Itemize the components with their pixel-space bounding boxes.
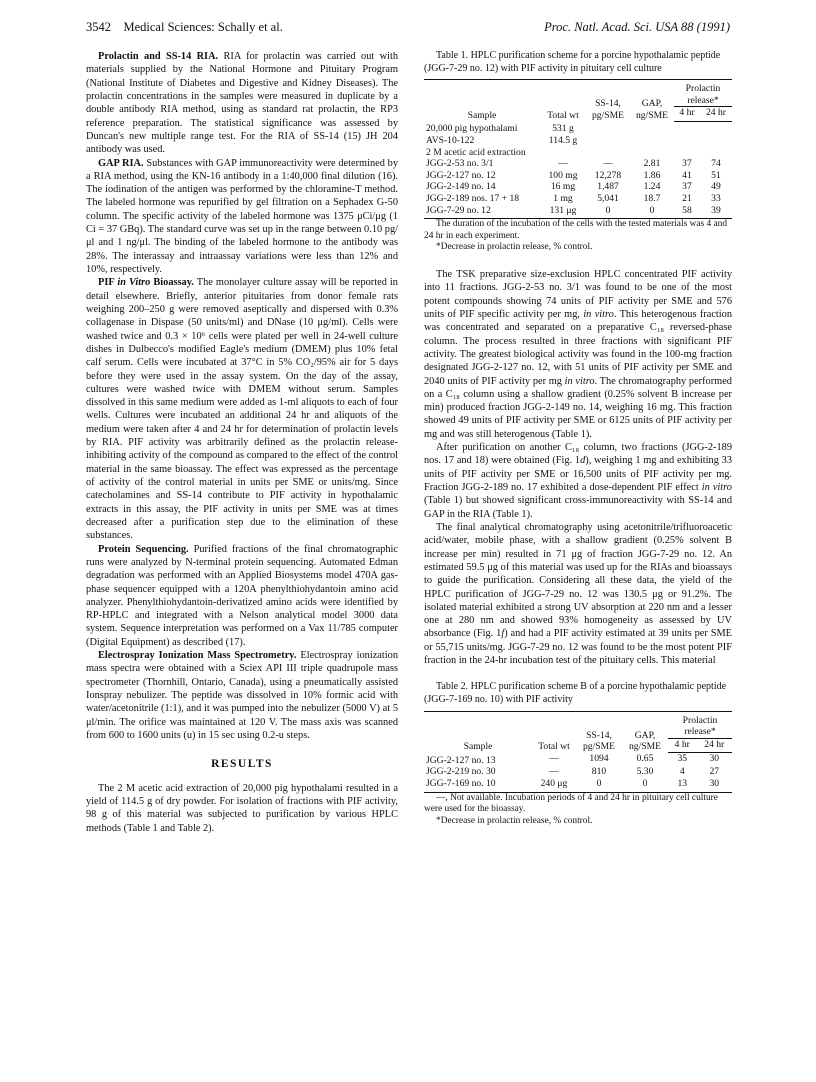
heading-pif-part3: Bioassay. <box>150 277 194 289</box>
table1-cell-4hr: 21 <box>682 193 692 205</box>
table1-cell-sample: JGG-2-149 no. 14 <box>426 181 496 193</box>
table1-cell-gap <box>630 135 674 147</box>
text-final-2: f <box>501 628 505 640</box>
paragraph-protein-sequencing <box>86 543 398 650</box>
text-tsk-3: . This heterogenous fraction was concentrated and separated on a preparative C₁₈ reversed-phase column. The process resulted in three fractions with significant PIF activity. The greatest biological activity was found in the 100-mg fraction designated JGG-2-127 no. 12, with 51 units of PIF activity per SME and 2040 units of PIF activity per mg <box>424 308 732 387</box>
table1-cell-sample: AVS-10-122 <box>426 135 475 147</box>
table2-footnote-asterisk: *Decrease in prolactin release, % control. <box>436 815 593 826</box>
header-right: Proc. Natl. Acad. Sci. USA 88 (1991) <box>544 20 730 34</box>
text-c18-4: in vitro <box>701 482 732 493</box>
table1-cell-ss: 12,278 <box>594 169 622 181</box>
table1-cell-wt: 131 μg <box>540 205 586 219</box>
table1-cell-gap <box>630 147 674 159</box>
table1-header-ss14: SS-14, pg/SME <box>586 80 630 122</box>
text-final-1: The final analytical chromatography using acetonitrile/trifluoroacetic acid/water, mobile phase, with a shallow gradient (0.25% solvent B increase per min) resulted in 71 μg of fraction JGG-7-29 no. 12. An estimated 59.5 μg of this material was used up for the RIAs and bioassays to guide the purification. Considering all these data, the yield of the HPLC purification of JGG-7-29 no. 12 was 130.5 μg or 91.2%. The isolated material exhibited a strong UV absorption at 220 nm and a lesser one at 280 nm and showed 93% homogeneity as assessed by UV absorbance (Fig. 1 <box>424 521 732 640</box>
paragraph-final-chromatography <box>424 521 732 667</box>
paragraph-c18-purification <box>424 441 732 521</box>
table1-cell-24hr: 33 <box>711 193 721 205</box>
table1-cell-24hr <box>700 147 732 159</box>
table2-cell-24hr: 30 <box>697 778 732 792</box>
table1-cell-ss: — <box>603 158 613 170</box>
table1-cell-ss <box>586 121 630 135</box>
table1-cell-sample: JGG-2-127 no. 12 <box>426 169 496 181</box>
table1-cell-ss: 1,487 <box>597 181 619 193</box>
table1-cell-wt: — <box>558 158 568 170</box>
table2-cell-4hr: 35 <box>677 753 688 765</box>
heading-pif-part2: in Vitro <box>117 277 151 289</box>
table1-cell-4hr: 37 <box>682 181 692 193</box>
text-tsk-2: in vitro <box>583 308 614 320</box>
table2-cell-ss: 1094 <box>589 752 609 764</box>
table1-cell-sample: 2 M acetic acid extraction <box>426 146 526 158</box>
table2-cell-wt: — <box>549 752 559 764</box>
text-c18-3: ), weighing 1 mg and exhibiting 33 units of PIF activity per SME or 16,500 units of PIF activity per mg. Fraction JGG-2-189 no. 17 exhibited a dose-dependent PIF effect <box>424 455 732 493</box>
table-row <box>424 158 732 170</box>
table1-header-4hr: 4 hr <box>674 107 700 122</box>
table-row <box>424 205 732 219</box>
table-row <box>424 147 732 159</box>
text-c18-1: After purification on another C₁₈ column, two fractions (JGG-2-189 nos. 17 and 18) were obtained (Fig. 1 <box>424 442 732 467</box>
paragraph-pif-bioassay <box>86 276 398 542</box>
table-row <box>424 193 732 205</box>
table-row <box>424 135 732 147</box>
table1-header-gap: GAP, ng/SME <box>630 80 674 122</box>
table1 <box>424 79 732 219</box>
table1-cell-wt: 114.5 g <box>548 135 578 147</box>
header-left: 3542 Medical Sciences: Schally et al. <box>86 20 283 34</box>
paragraph-gap-ria <box>86 157 398 277</box>
table-row <box>424 753 732 767</box>
table2-cell-wt: 240 μg <box>532 778 576 792</box>
table2-cell-sample: JGG-7-169 no. 10 <box>424 778 532 792</box>
text-gap-ria: Substances with GAP immunoreactivity were determined by a RIA method, using the KN-16 antibody in a 1:40,000 final dilution (16). The iodination of the antigen was performed by the chloramine-T method. The labeled hormone was repurified by gel filtration on a Sephadex G-50 column. The specific activity of the labeled hormone was 1375 μCi/μg (1 Ci = 37 GBq). The standard curve was set up in the range between 0.10 pg/μl and 1 ng/μl. The binding of the labeled hormone to the antibody was 28%. The interassay and intraassay variations were less than 12% and 10%, respectively. <box>86 157 398 275</box>
table1-cell-wt: 1 mg <box>553 193 573 205</box>
table1-cell-sample: 20,000 pig hypothalami <box>426 123 518 135</box>
table1-cell-4hr <box>674 147 700 159</box>
table-row <box>424 766 732 778</box>
table1-cell-24hr: 49 <box>711 181 721 193</box>
table2-header-ss14: SS-14, pg/SME <box>576 711 622 753</box>
paragraph-results: The 2 M acetic acid extraction of 20,000 pig hypothalami resulted in a yield of 114.5 g of dry powder. For isolation of fractions with PIF activity, 98 g of this material was subjected to purification by various HPLC methods (Table 1 and Table 2). <box>86 782 398 834</box>
table1-cell-gap: 1.24 <box>643 181 661 193</box>
table1-cell-gap: 0 <box>630 205 674 219</box>
table1-cell-wt: 531 g <box>552 123 574 135</box>
table1-footnote-asterisk: *Decrease in prolactin release, % control. <box>436 242 593 253</box>
table1-cell-ss <box>586 135 630 147</box>
paragraph-prolactin-ria <box>86 50 398 157</box>
table1-header-sample: Sample <box>424 80 540 122</box>
table1-cell-ss: 0 <box>586 205 630 219</box>
heading-protein-sequencing: Protein Sequencing. <box>98 543 189 555</box>
table1-caption: Table 1. HPLC purification scheme for a porcine hypothalamic peptide (JGG-7-29 no. 12) with PIF activity in pituitary cell culture <box>424 50 721 74</box>
table1-cell-4hr: 41 <box>682 169 692 181</box>
heading-pif-bioassay <box>98 277 194 288</box>
table1-cell-sample: JGG-7-29 no. 12 <box>424 205 540 219</box>
table1-header-total-wt: Total wt <box>540 80 586 122</box>
text-pif-bioassay: The monolayer culture assay will be reported in detail elsewhere. Briefly, anterior pituitaries from donor female rats weighing 200–250 g were removed aseptically and dispersed with 0.3% collagenase in Dispase (50 units/ml) and DNase (10 μg/ml). Cells were washed twice and 0.3 × 10⁶ cells were plated per well in 24-well culture dishes in Dulbecco's modified Eagle's medium (DMEM) plus 10% fetal calf serum. Cells were incubated at 37°C in 5% CO₂/95% air for 5 days before they were used in the assay system. On the day of the assay, cultures were washed twice with DMEM without serum. Samples dissolved in this same medium were added as 1-ml aliquots to each of four wells. Cultures were incubated an additional 24 hr and aliquots of the medium were taken after 4 and 24 hr for determination of prolactin levels by RIA. PIF activity was arbitrarily defined as the prolactin release-inhibiting activity of the compound as compared to the effect of the control material in the same bioassay. The effect was expressed as the percentage of activity of the control material in units per SME or units/mg. Since catecholamines and SS-14 contribute to PIF activity in hypothalamic extracts in this assay, the PIF activity in units per SME was at times decreased after a purification step due to the elimination of these substances. <box>86 277 398 542</box>
table1-header-prolactin: Prolactin release* <box>674 80 732 107</box>
table2-cell-24hr: 27 <box>709 766 720 778</box>
table2-header-gap: GAP, ng/SME <box>622 711 668 753</box>
table2-cell-4hr: 13 <box>668 778 697 792</box>
heading-esi-ms: Electrospray Ionization Mass Spectrometry. <box>98 650 297 662</box>
left-column <box>86 50 398 835</box>
table2-header-total-wt: Total wt <box>532 711 576 753</box>
table1-cell-24hr: 74 <box>711 158 721 170</box>
text-tsk-1: The TSK preparative size-exclusion HPLC concentrated PIF activity into 11 fractions. JGG-2-53 no. 3/1 was found to be one of the most potent compounds showing 74 units of PIF activity per SME and 576 units of PIF specific activity per mg, <box>424 269 732 320</box>
results-heading: RESULTS <box>211 758 273 771</box>
table2-header-4hr: 4 hr <box>668 738 697 753</box>
text-c18-2: d <box>580 455 586 467</box>
table1-cell-24hr <box>700 135 732 147</box>
text-esi-ms: Electrospray ionization mass spectra were obtained with a Sciex API III triple quadrupole mass spectrometer (Thornhill, Ontario, Canada), using a pneumatically assisted Ionspray nebulizer. The peptide was dissolved in 10% formic acid with water/acetonitrile (1:1), and it was pumped into the nebulizer (5000 V) at 5 μl/min. The orifice was maintained at 120 V. The mass axis was scanned from 600 to 1600 units (u) in 15 sec using 0.2-u steps. <box>86 650 398 741</box>
table-row <box>424 121 732 135</box>
table-row <box>424 778 732 792</box>
heading-gap-ria: GAP RIA. <box>98 157 144 169</box>
text-c18-5: (Table 1) but showed significant cross-immunoreactivity with SS-14 and GAP in the RIA (Table 1). <box>424 495 732 520</box>
table-row <box>424 181 732 193</box>
table1-cell-wt <box>540 147 586 159</box>
table1-cell-gap: 2.81 <box>643 158 661 170</box>
table1-header-24hr: 24 hr <box>700 107 732 122</box>
table1-cell-wt: 16 mg <box>550 181 576 193</box>
text-protein-sequencing: Purified fractions of the final chromatographic runs were analyzed by N-terminal protein sequencing. Automated Edman degradation was performed with an Applied Biosystems model 470A gas-phase sequencer equipped with a 120A phenylthiohydantoin amino acid analyzer. Phenylthiohydantoin-derivatized amino acids were identified by RP-HPLC and integrated with a Nelson analytical model 3000 data system. Sequence interpretation was performed on a Vax 11/785 computer (Digital Equipment) as described (17). <box>86 543 398 648</box>
table-row <box>424 170 732 182</box>
table2-header-prolactin: Prolactin release* <box>668 711 732 738</box>
text-tsk-5: . The chromatography performed on a C₁₈ column using a shallow gradient (0.25% solvent B increase per min) produced fraction JGG-2-149 no. 14, weighing 16 mg. This fraction showed 49 units of PIF activity per SME or 6125 units of PIF activity per mg and was still heterogenous (Table 1). <box>424 375 732 440</box>
table2-cell-wt: — <box>549 766 559 778</box>
text-tsk-4: in vitro <box>564 375 595 387</box>
table1-cell-sample: JGG-2-189 nos. 17 + 18 <box>426 193 520 205</box>
table1-cell-wt: 100 mg <box>548 169 578 181</box>
paragraph-esi-ms <box>86 649 398 742</box>
paragraph-tsk-hplc <box>424 268 732 441</box>
table1-cell-ss: 5,041 <box>597 193 619 205</box>
table2-header-sample: Sample <box>424 711 532 753</box>
text-final-3: ) and had a PIF activity estimated at 39 units per SME or 55,715 units/mg. JGG-7-29 no. 12 was found to be the most potent PIF fraction in the 24-hr incubation test of the pituitary cells. This material <box>424 628 732 667</box>
text-prolactin-ria: RIA for prolactin was carried out with materials supplied by the National Hormone and Pituitary Program (National Institute of Diabetes and Digestive and Kidney Diseases). The prolactin concentrations in the samples were measured in duplicate by a double antibody RIA method, using as standard rat prolactin, the RP3 reference preparation. The statistical significance was assessed by Duncan's new multiple range test. For the RIA of SS-14 (15) JH 204 antibody was used. <box>86 51 398 156</box>
heading-pif-part1: PIF <box>98 277 118 289</box>
heading-prolactin-ria: Prolactin and SS-14 RIA. <box>98 51 219 62</box>
table1-cell-4hr <box>674 135 700 147</box>
table2-cell-sample: JGG-2-127 no. 13 <box>426 754 496 766</box>
table2-cell-gap: 0.65 <box>636 752 654 764</box>
table2-footnote-na: —, Not available. Incubation periods of 4 and 24 hr in pituitary cell culture were used for the bioassay. <box>424 792 718 815</box>
table1-cell-24hr <box>700 121 732 135</box>
table1-cell-sample: JGG-2-53 no. 3/1 <box>426 158 494 170</box>
table1-cell-ss <box>586 147 630 159</box>
table2-cell-gap: 0 <box>622 778 668 792</box>
table2-cell-24hr: 30 <box>709 753 720 765</box>
table2 <box>424 711 732 793</box>
table1-cell-4hr: 37 <box>682 158 692 170</box>
table1-cell-24hr: 51 <box>711 169 721 181</box>
table1-cell-gap <box>630 121 674 135</box>
table2-cell-4hr: 4 <box>679 766 685 778</box>
table2-cell-ss: 0 <box>576 778 622 792</box>
table2-cell-gap: 5.30 <box>636 766 654 778</box>
table2-cell-sample: JGG-2-219 no. 30 <box>426 766 496 778</box>
page-header <box>86 20 730 38</box>
table1-cell-4hr: 58 <box>674 205 700 219</box>
table2-header-24hr: 24 hr <box>697 738 732 753</box>
table1-cell-gap: 1.86 <box>643 169 661 181</box>
table1-footnote-duration: The duration of the incubation of the cells with the tested materials was 4 and 24 hr in each experiment. <box>424 219 728 241</box>
table2-cell-ss: 810 <box>591 766 607 778</box>
right-column <box>424 50 732 827</box>
table1-cell-gap: 18.7 <box>643 193 661 205</box>
table2-caption: Table 2. HPLC purification scheme B of a porcine hypothalamic peptide (JGG-7-169 no. 10) with PIF activity <box>424 681 727 705</box>
table1-cell-24hr: 39 <box>700 205 732 219</box>
table1-cell-4hr <box>674 121 700 135</box>
